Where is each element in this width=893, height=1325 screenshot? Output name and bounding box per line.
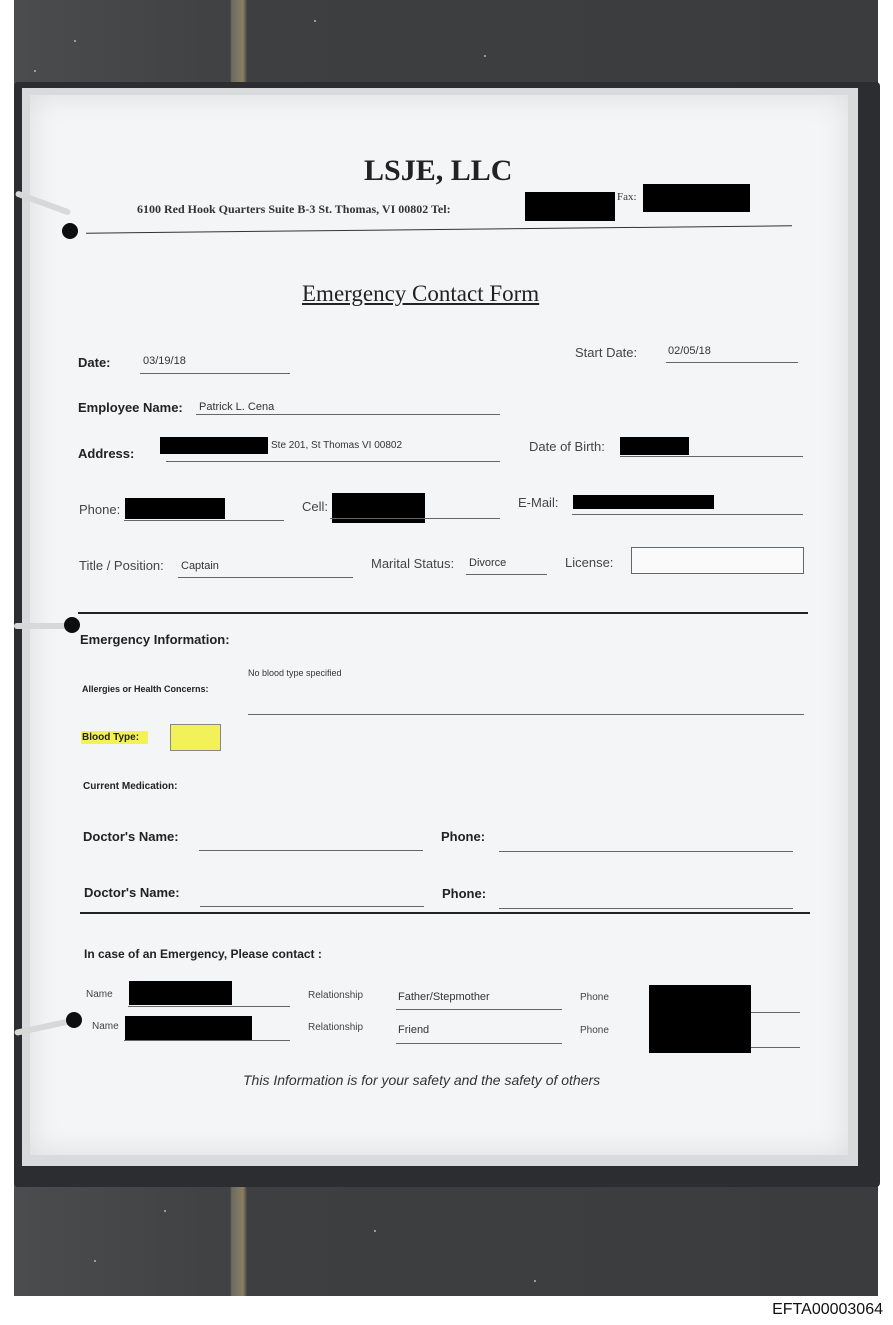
redacted-contact-phones	[649, 985, 751, 1053]
dob-underline	[620, 456, 803, 457]
doctor1-underline	[199, 850, 423, 851]
cell-label: Cell:	[302, 499, 329, 514]
binder-ring-hole	[64, 617, 80, 633]
allergies-underline	[248, 714, 804, 715]
cell-underline	[330, 518, 500, 519]
contact2-relationship-label: Relationship	[308, 1022, 364, 1033]
contact2-relationship-underline	[396, 1043, 562, 1044]
employee-name-underline	[196, 414, 500, 415]
license-label: License:	[565, 555, 614, 570]
section-divider-2	[80, 912, 810, 914]
address-value: Ste 201, St Thomas VI 00802	[271, 440, 403, 451]
doctor1-phone-underline	[499, 851, 793, 852]
email-label: E-Mail:	[518, 495, 559, 510]
contact2-relationship-value: Friend	[398, 1024, 430, 1036]
redacted-date-of-birth	[620, 437, 689, 455]
contacts-heading: In case of an Emergency, Please contact :	[84, 947, 322, 961]
contact2-name-label: Name	[92, 1021, 119, 1032]
footer-note: This Information is for your safety and the safety of others	[243, 1072, 601, 1088]
marital-underline	[466, 574, 547, 575]
redacted-street-address	[160, 437, 268, 454]
blood-type-box	[170, 724, 221, 751]
doctor1-label: Doctor's Name:	[83, 829, 179, 844]
redacted-contact2-name	[125, 1016, 252, 1040]
date-underline	[140, 373, 290, 374]
contact1-phone-label: Phone	[580, 992, 609, 1003]
start-date-underline	[666, 362, 798, 363]
allergies-label: Allergies or Health Concerns:	[82, 684, 209, 694]
company-name: LSJE, LLC	[364, 154, 513, 187]
contact1-relationship-label: Relationship	[308, 990, 364, 1001]
contact1-name-label: Name	[86, 989, 113, 1000]
redacted-fax	[643, 184, 750, 212]
medication-label: Current Medication:	[83, 781, 178, 792]
title-label: Title / Position:	[79, 558, 164, 573]
binder-ring-hole	[62, 223, 78, 239]
employee-name-value: Patrick L. Cena	[199, 401, 275, 413]
marital-status-value: Divorce	[469, 557, 507, 569]
blood-type-label: Blood Type:	[82, 732, 140, 743]
form-title: Emergency Contact Form	[302, 281, 540, 306]
title-underline	[178, 577, 353, 578]
address-underline	[166, 461, 500, 462]
phone-label: Phone:	[79, 502, 121, 517]
redacted-contact1-name	[129, 981, 232, 1005]
marital-status-label: Marital Status:	[371, 556, 455, 571]
redacted-email	[573, 495, 714, 509]
redacted-phone	[125, 498, 225, 519]
date-label: Date:	[78, 355, 111, 370]
start-date-label: Start Date:	[575, 345, 638, 360]
dob-label: Date of Birth:	[529, 439, 605, 454]
fax-label: Fax:	[617, 191, 637, 203]
section-divider	[78, 612, 808, 614]
employee-name-label: Employee Name:	[78, 400, 183, 415]
company-address: 6100 Red Hook Quarters Suite B-3 St. Thomas, VI 00802 Tel:	[137, 202, 451, 216]
contact2-phone-label: Phone	[580, 1025, 609, 1036]
address-label: Address:	[78, 446, 135, 461]
start-date-value: 02/05/18	[668, 345, 711, 357]
binder-ring-hole	[66, 1012, 82, 1028]
title-value: Captain	[181, 560, 219, 572]
license-box	[631, 547, 804, 574]
date-value: 03/19/18	[143, 355, 186, 367]
contact1-relationship-underline	[396, 1009, 562, 1010]
contact1-relationship-value: Father/Stepmother	[398, 991, 490, 1003]
doctor2-phone-underline	[499, 908, 793, 909]
document-id: EFTA00003064	[772, 1301, 883, 1318]
emergency-heading: Emergency Information:	[80, 632, 230, 647]
doctor2-underline	[200, 906, 424, 907]
doctor2-phone-label: Phone:	[442, 886, 487, 901]
contact2-name-underline	[124, 1040, 290, 1041]
allergies-value: No blood type specified	[248, 668, 342, 678]
email-underline	[572, 514, 803, 515]
doctor2-label: Doctor's Name:	[84, 885, 180, 900]
doctor1-phone-label: Phone:	[441, 829, 486, 844]
contact1-name-underline	[128, 1006, 290, 1007]
redacted-telephone	[525, 192, 615, 221]
phone-underline	[124, 520, 284, 521]
